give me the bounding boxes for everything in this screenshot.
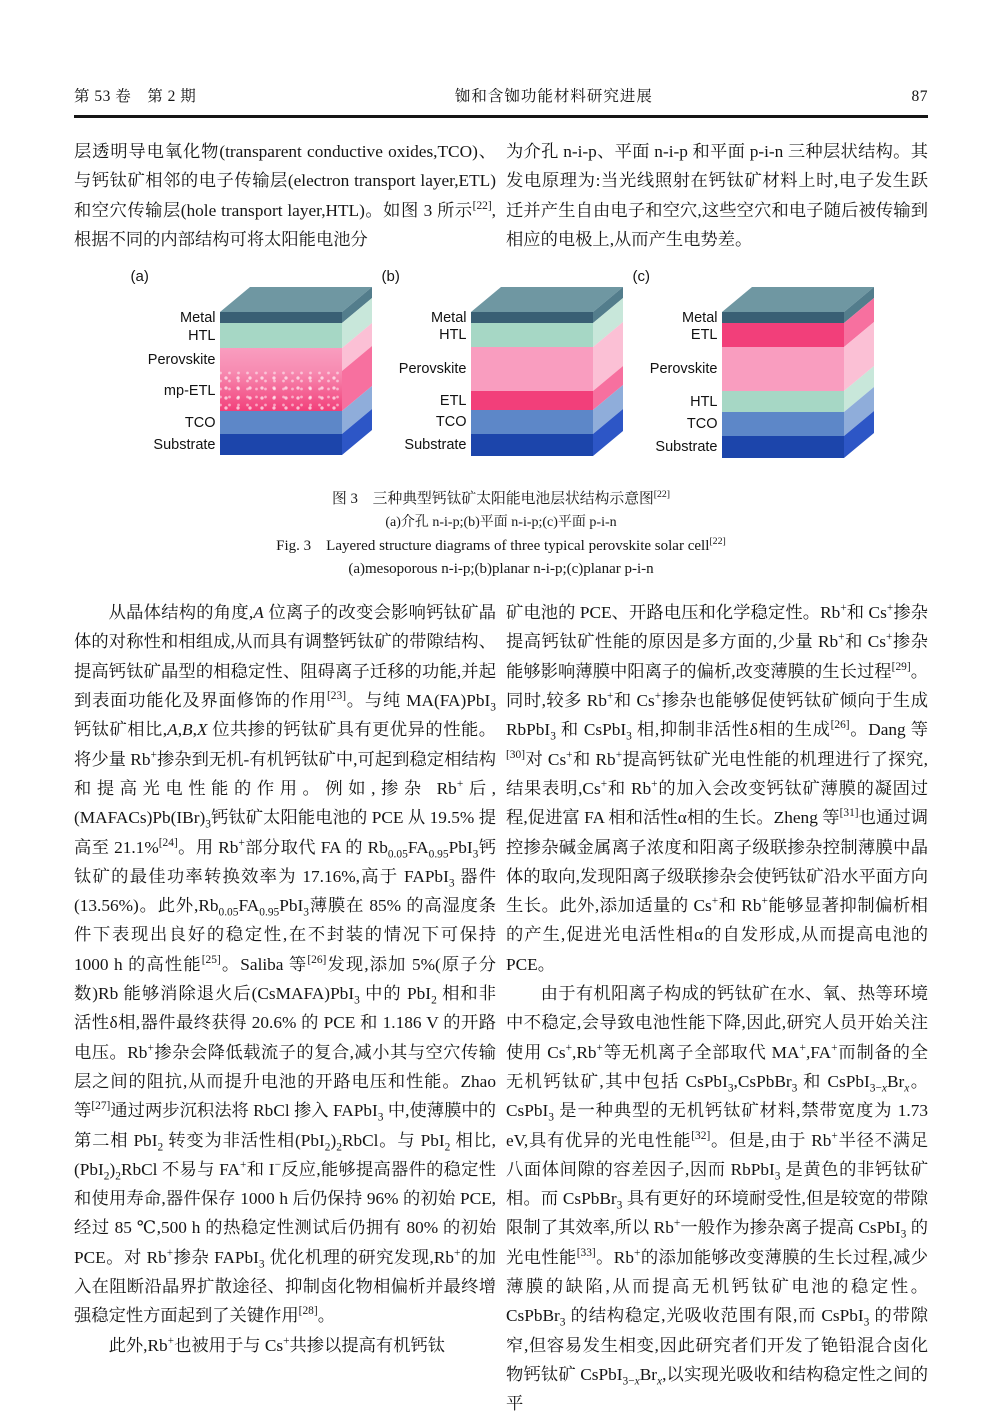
panel-tag-a: (a): [130, 268, 149, 286]
layer-label-metal: Metal: [180, 309, 216, 326]
page-number: 87: [911, 88, 928, 105]
body-columns: [74, 598, 928, 1418]
issue-info: 第 53 卷 第 2 期: [74, 88, 197, 105]
layer-front-substrate: [722, 436, 844, 458]
panel-tag-c: (c): [632, 268, 650, 286]
layer-label-substrate: Substrate: [404, 437, 467, 454]
layer-front-etl: [471, 391, 593, 410]
layer-stack: [220, 287, 372, 455]
paragraph: 矿电池的 PCE、开路电压和化学稳定性。Rb+和 Cs+掺杂提高钙钛矿性能的原因是多方面的,少量 Rb+和 Cs+掺杂能够影响薄膜中阳离子的偏析,改变薄膜的生长过程[29]。同时,较多 Rb+和 Cs+掺杂也能够促使钙钛矿倾向于生成 RbPbI$_3$ 和 CsPbI$_3$ 相,抑制非活性δ相的生成[26]。Dang 等[30]对 Cs+和 Rb+提高钙钛矿光电性能的机理进行了探究,结果表明,Cs+和 Rb+的加入会改变钙钛矿薄膜的凝固过程,促进富 FA 相和活性α相的生长。Zheng 等[31]也通过调控掺杂碱金属离子浓度和阳离子级联掺杂控制薄膜中晶体的取向,发现阳离子级联掺杂会使钙钛矿沿水平面方向生长。此外,添加适量的 Cs+和 Rb+能够显著抑制偏析相的产生,促进光电活性相α的自发形成,从而提高电池的 PCE。: [506, 602, 928, 974]
layer-front-htl: [220, 323, 342, 348]
paragraph: 此外,Rb+也被用于与 Cs+共掺以提高有机钙钛: [108, 1334, 446, 1355]
layer-front-substrate: [471, 434, 593, 456]
layer-front-htl: [471, 323, 593, 347]
layer-label-metal: Metal: [431, 309, 467, 326]
header-rule: [74, 115, 928, 118]
intro-right-column: [506, 137, 928, 254]
layer-front-perovskite: [220, 348, 342, 371]
page-header: [74, 84, 928, 106]
caption-zh-title: 图 3 三种典型钙钛矿太阳能电池层状结构示意图[22]: [331, 489, 671, 508]
caption-en-sub: (a)mesoporous n-i-p;(b)planar n-i-p;(c)planar p-i-n: [348, 561, 654, 578]
layer-label-htl: HTL: [188, 327, 216, 344]
layer-label-htl: HTL: [690, 393, 718, 410]
caption-zh-sub: (a)介孔 n-i-p;(b)平面 n-i-p;(c)平面 p-i-n: [385, 515, 617, 531]
layer-labels: [376, 285, 471, 475]
panel-body: [627, 285, 878, 475]
layer-front-tco: [722, 412, 844, 436]
layer-label-etl: ETL: [439, 392, 467, 409]
running-title: 铷和含铷功能材料研究进展: [454, 88, 653, 105]
paragraph: 层透明导电氧化物(transparent conductive oxides,TCO)、与钙钛矿相邻的电子传输层(electron transport layer,ETL)和空穴传输层(hole transport layer,HTL)。如图 3 所示[22],根据不同的内部结构可将太阳能电池分: [74, 142, 496, 249]
layer-label-substrate: Substrate: [153, 436, 216, 453]
layer-label-substrate: Substrate: [655, 439, 718, 456]
figure-caption: [74, 488, 928, 581]
layer-stack: [471, 287, 623, 456]
layer-label-mp-etl: mp-ETL: [163, 383, 216, 400]
panel-body: [125, 285, 376, 475]
layer-label-htl: HTL: [439, 327, 467, 344]
caption-en-title: Fig. 3 Layered structure diagrams of three typical perovskite solar cell[22]: [276, 536, 726, 555]
panel-body: [376, 285, 627, 475]
figure-panel-a: [125, 268, 376, 475]
layer-label-tco: TCO: [184, 414, 216, 431]
paragraph: 从晶体结构的角度,A 位离子的改变会影响钙钛矿晶体的对称性和相组成,从而具有调整钙钛矿的带隙结构、提高钙钛矿晶型的相稳定性、阻碍离子迁移的功能,并起到表面功能化及界面修饰的作用[23]。与纯 MA(FA)PbI$_3$钙钛矿相比,A,B,X 位共掺的钙钛矿具有更优异的性能。将少量 Rb+掺杂到无机-有机钙钛矿中,可起到稳定相结构和提高光电性能的作用。例如,掺杂 Rb+后$,(MAFACs)Pb(IBr)_3$钙钛矿太阳能电池的 PCE 从 19.5% 提高至 21.1%[24]。用 Rb+部分取代 FA 的 $Rb_{0.05}FA_{0.95}PbI_3$钙钛矿的最佳功率转换效率为 17.16%,高于 FAPbI$_3$ 器件(13.56%)。此外$,Rb_{0.05}FA_{0.95}PbI_3$薄膜在 85% 的高湿度条件下表现出良好的稳定性,在不封装的情况下可保持 1000 h 的高性能[25]。Saliba 等[26]发现,添加 5%(原子分数)Rb 能够消除退火后(CsMAFA)PbI$_3$ 中的 PbI$_2$ 相和非活性δ相,器件最终获得 20.6% 的 PCE 和 1.186 V 的开路电压。Rb+掺杂会降低载流子的复合,减小其与空穴传输层之间的阻抗,从而提升电池的开路电压和性能。Zhao 等[27]通过两步沉积法将 RbCl 掺入 FAPbI$_3$ 中,使薄膜中的第二相 PbI$_2$ 转变为非活性相$(PbI_2)_2RbCl$。与 PbI$_2$ 相比$,(PbI_2)_2RbCl$ 不易与 FA+和 I−反应,能够提高器件的稳定性和使用寿命,器件保存 1000 h 后仍保持 96% 的初始 PCE,经过 85 ℃,500 h 的热稳定性测试后仍拥有 80% 的初始 PCE。对 Rb+掺杂 FAPbI$_3$ 优化机理的研究发现,Rb+的加入在阻断沿晶界扩散途径、抑制卤化物相偏析并最终增强稳定性方面起到了关键作用[28]。: [74, 603, 497, 1326]
figure-panel-b: [376, 268, 627, 475]
panel-tag-b: (b): [381, 268, 400, 286]
figure-3-diagrams: [74, 268, 928, 475]
paragraph: 由于有机阳离子构成的钙钛矿在水、氧、热等环境中不稳定,会导致电池性能下降,因此,研究人员开始关注使用 Cs+,Rb+等无机离子全部取代 MA+,FA+而制备的全无机钙钛矿,其中包括 CsPbI$_3$,CsPbBr$_3$ 和 $CsPbI_{3-x}Br_x$。CsPbI$_3$ 是一种典型的无机钙钛矿材料,禁带宽度为 1.73 eV,具有优异的光电性能[32]。但是,由于 Rb+半径不满足八面体间隙的容差因子,因而 RbPbI$_3$ 是黄色的非钙钛矿相。而 CsPbBr$_3$ 具有更好的环境耐受性,但是较宽的带隙限制了其效率,所以 Rb+一般作为掺杂离子提高 CsPbI$_3$ 的光电性能[33]。Rb+的添加能够改变薄膜的生长过程,减少薄膜的缺陷,从而提高无机钙钛矿电池的稳定性。CsPbBr$_3$ 的结构稳定,光吸收范围有限,而 CsPbI$_3$ 的带隙窄,但容易发生相变,因此研究者们开发了铯铅混合卤化物钙钛矿 $CsPbI_{3-x}Br_x$,以实现光吸收和结构稳定性之间的平: [506, 984, 928, 1414]
body-right-column: [506, 598, 928, 1418]
figure-panel-c: [627, 268, 878, 475]
layer-front-perovskite: [722, 347, 844, 391]
layer-front-etl: [722, 323, 844, 347]
layer-front-substrate: [220, 434, 342, 455]
layer-front-perovskite: [471, 347, 593, 391]
layer-labels: [627, 285, 722, 475]
layer-label-tco: TCO: [435, 414, 467, 431]
layer-front-tco: [471, 410, 593, 434]
layer-front-mp-etl: [220, 371, 342, 411]
layer-label-metal: Metal: [682, 309, 718, 326]
layer-label-perovskite: Perovskite: [398, 361, 467, 378]
body-left-column: [74, 598, 496, 1418]
layer-label-perovskite: Perovskite: [649, 361, 718, 378]
layer-front-metal: [220, 312, 342, 323]
intro-left-column: [74, 137, 496, 254]
layer-front-metal: [471, 312, 593, 323]
layer-stack: [722, 287, 874, 458]
layer-label-perovskite: Perovskite: [147, 351, 216, 368]
paragraph: 为介孔 n-i-p、平面 n-i-p 和平面 p-i-n 三种层状结构。其发电原理为:当光线照射在钙钛矿材料上时,电子发生跃迁并产生自由电子和空穴,这些空穴和电子随后被传输到相应的电极上,从而产生电势差。: [506, 142, 928, 249]
intro-columns: [74, 137, 928, 254]
layer-front-htl: [722, 391, 844, 412]
layer-front-tco: [220, 411, 342, 434]
layer-label-tco: TCO: [686, 416, 718, 433]
layer-label-etl: ETL: [690, 327, 718, 344]
layer-labels: [125, 285, 220, 475]
layer-front-metal: [722, 312, 844, 323]
